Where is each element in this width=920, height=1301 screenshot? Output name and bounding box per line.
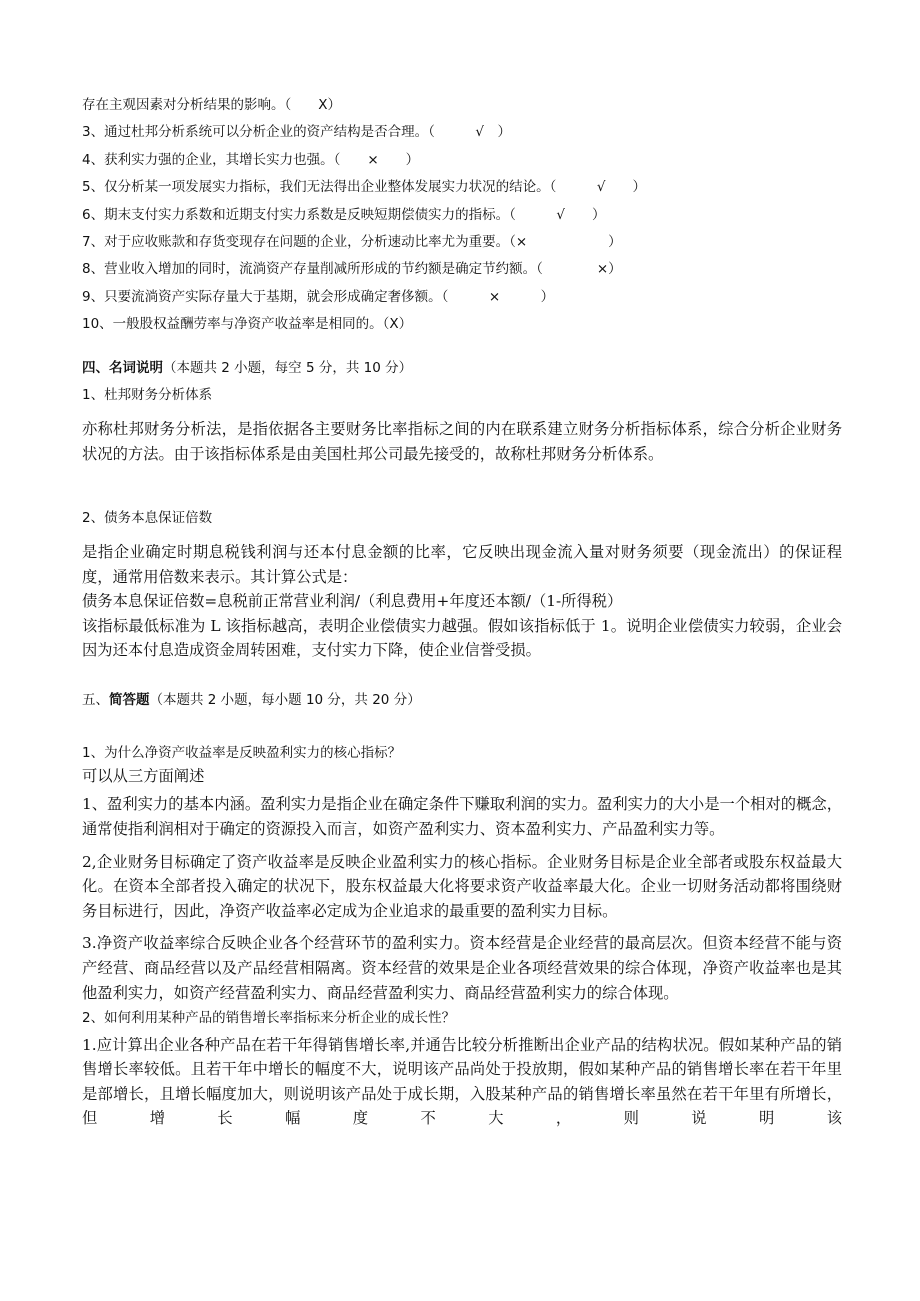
judge-item-7: 7、对于应收账款和存货变现存在问题的企业，分析速动比率尤为重要。（× ） [82, 234, 622, 251]
judge-item-5: 5、仅分析某一项发展实力指标，我们无法得出企业整体发展实力状况的结论。（ √ ） [82, 179, 646, 196]
term2-note: 该指标最低标准为 L 该指标越高，表明企业偿债实力越强。假如该指标低于 1。说明企业偿债实力较弱，企业会因为还本付息造成资金周转困难，支付实力下降，使企业信誉受损。 [82, 616, 842, 660]
q2-title: 2、如何利用某种产品的销售增长率指标来分析企业的成长性？ [82, 1010, 456, 1027]
q2-point-1: 1.应计算出企业各种产品在若干年得销售增长率,并通告比较分析推断出企业产品的结构状况。假如某种产品的销售增长率较低。且若干年中增长的幅度不大，说明该产品尚处于投放期，假如某种产品的销售增长率在若干年里是部增长，且增长幅度加大，则说明该产品处于成长期，入股某种产品的销售增长率虽然在若干年里有所增长，但增长幅度不大，则说明该 [82, 1035, 842, 1128]
q1-point-3: 3.净资产收益率综合反映企业各个经营环节的盈利实力。资本经营是企业经营的最高层次。但资本经营不能与资产经营、商品经营以及产品经营相隔离。资本经营的效果是企业各项经营效果的综合体现，净资产收益率也是其他盈利实力，如资产经营盈利实力、商品经营盈利实力、商品经营盈利实力的综合体现。 [82, 934, 842, 1002]
section4-heading [82, 355, 842, 382]
section5-heading [82, 687, 842, 714]
q1-lead: 可以从三方面阐述 [82, 766, 205, 785]
term2-formula: 债务本息保证倍数=息税前正常营业利润/（利息费用+年度还本额/（1-所得税） [82, 592, 623, 611]
term2-title: 2、债务本息保证倍数 [82, 509, 213, 526]
section5-title: 简答题 [109, 692, 150, 709]
judge-item-4: 4、获利实力强的企业，其增长实力也强。（ × ） [82, 151, 420, 168]
section5-title-note: （本题共 2 小题，每小题 10 分，共 20 分） [149, 692, 421, 709]
section4-title-note: （本题共 2 小题，每空 5 分，共 10 分） [163, 359, 413, 376]
judge-list [82, 92, 842, 339]
judge-item-6: 6、期末支付实力系数和近期支付实力系数是反映短期偿债实力的指标。（ √ ） [82, 206, 606, 223]
q1-title: 1、为什么净资产收益率是反映盈利实力的核心指标？ [82, 745, 402, 762]
judge-item-continued: 存在主观因素对分析结果的影响。（ X） [82, 97, 341, 113]
judge-item-3: 3、通过杜邦分析系统可以分析企业的资产结构是否合理。（ √ ） [82, 124, 511, 141]
section4-title: 四、名词说明 [82, 359, 163, 376]
term1-body: 亦称杜邦财务分析法，是指依据各主要财务比率指标之间的内在联系建立财务分析指标体系，综合分析企业财务状况的方法。由于该指标体系是由美国杜邦公司最先接受的，故称杜邦财务分析体系。 [82, 420, 842, 464]
judge-item-10: 10、一般股权益酬劳率与净资产收益率是相同的。（X） [82, 316, 413, 333]
section5-number: 五、 [82, 692, 109, 709]
q1-point-2: 2,企业财务目标确定了资产收益率是反映企业盈利实力的核心指标。企业财务目标是企业全部者或股东权益最大化。在资本全部者投入确定的状况下，股东权益最大化将要求资产收益率最大化。企业一切财务活动都将围绕财务目标进行，因此，净资产收益率必定成为企业追求的最重要的盈利实力目标。 [82, 852, 842, 920]
term2-body: 是指企业确定时期息税钱利润与还本付息金额的比率，它反映出现金流入量对财务须要（现金流出）的保证程度，通常用倍数来表示。其计算公式是： [82, 543, 842, 586]
q1-point-1: 1、盈利实力的基本内涵。盈利实力是指企业在确定条件下赚取利润的实力。盈利实力的大小是一个相对的概念，通常使指利润相对于确定的资源投入而言，如资产盈利实力、资本盈利实力、产品盈利实力等。 [82, 795, 842, 839]
document-page [82, 92, 842, 1131]
term1-title: 1、杜邦财务分析体系 [82, 387, 213, 404]
judge-item-8: 8、营业收入增加的同时，流淌资产存量削减所形成的节约额是确定节约额。（ ×） [82, 261, 622, 278]
judge-item-9: 9、只要流淌资产实际存量大于基期，就会形成确定奢侈额。（ × ） [82, 288, 555, 305]
